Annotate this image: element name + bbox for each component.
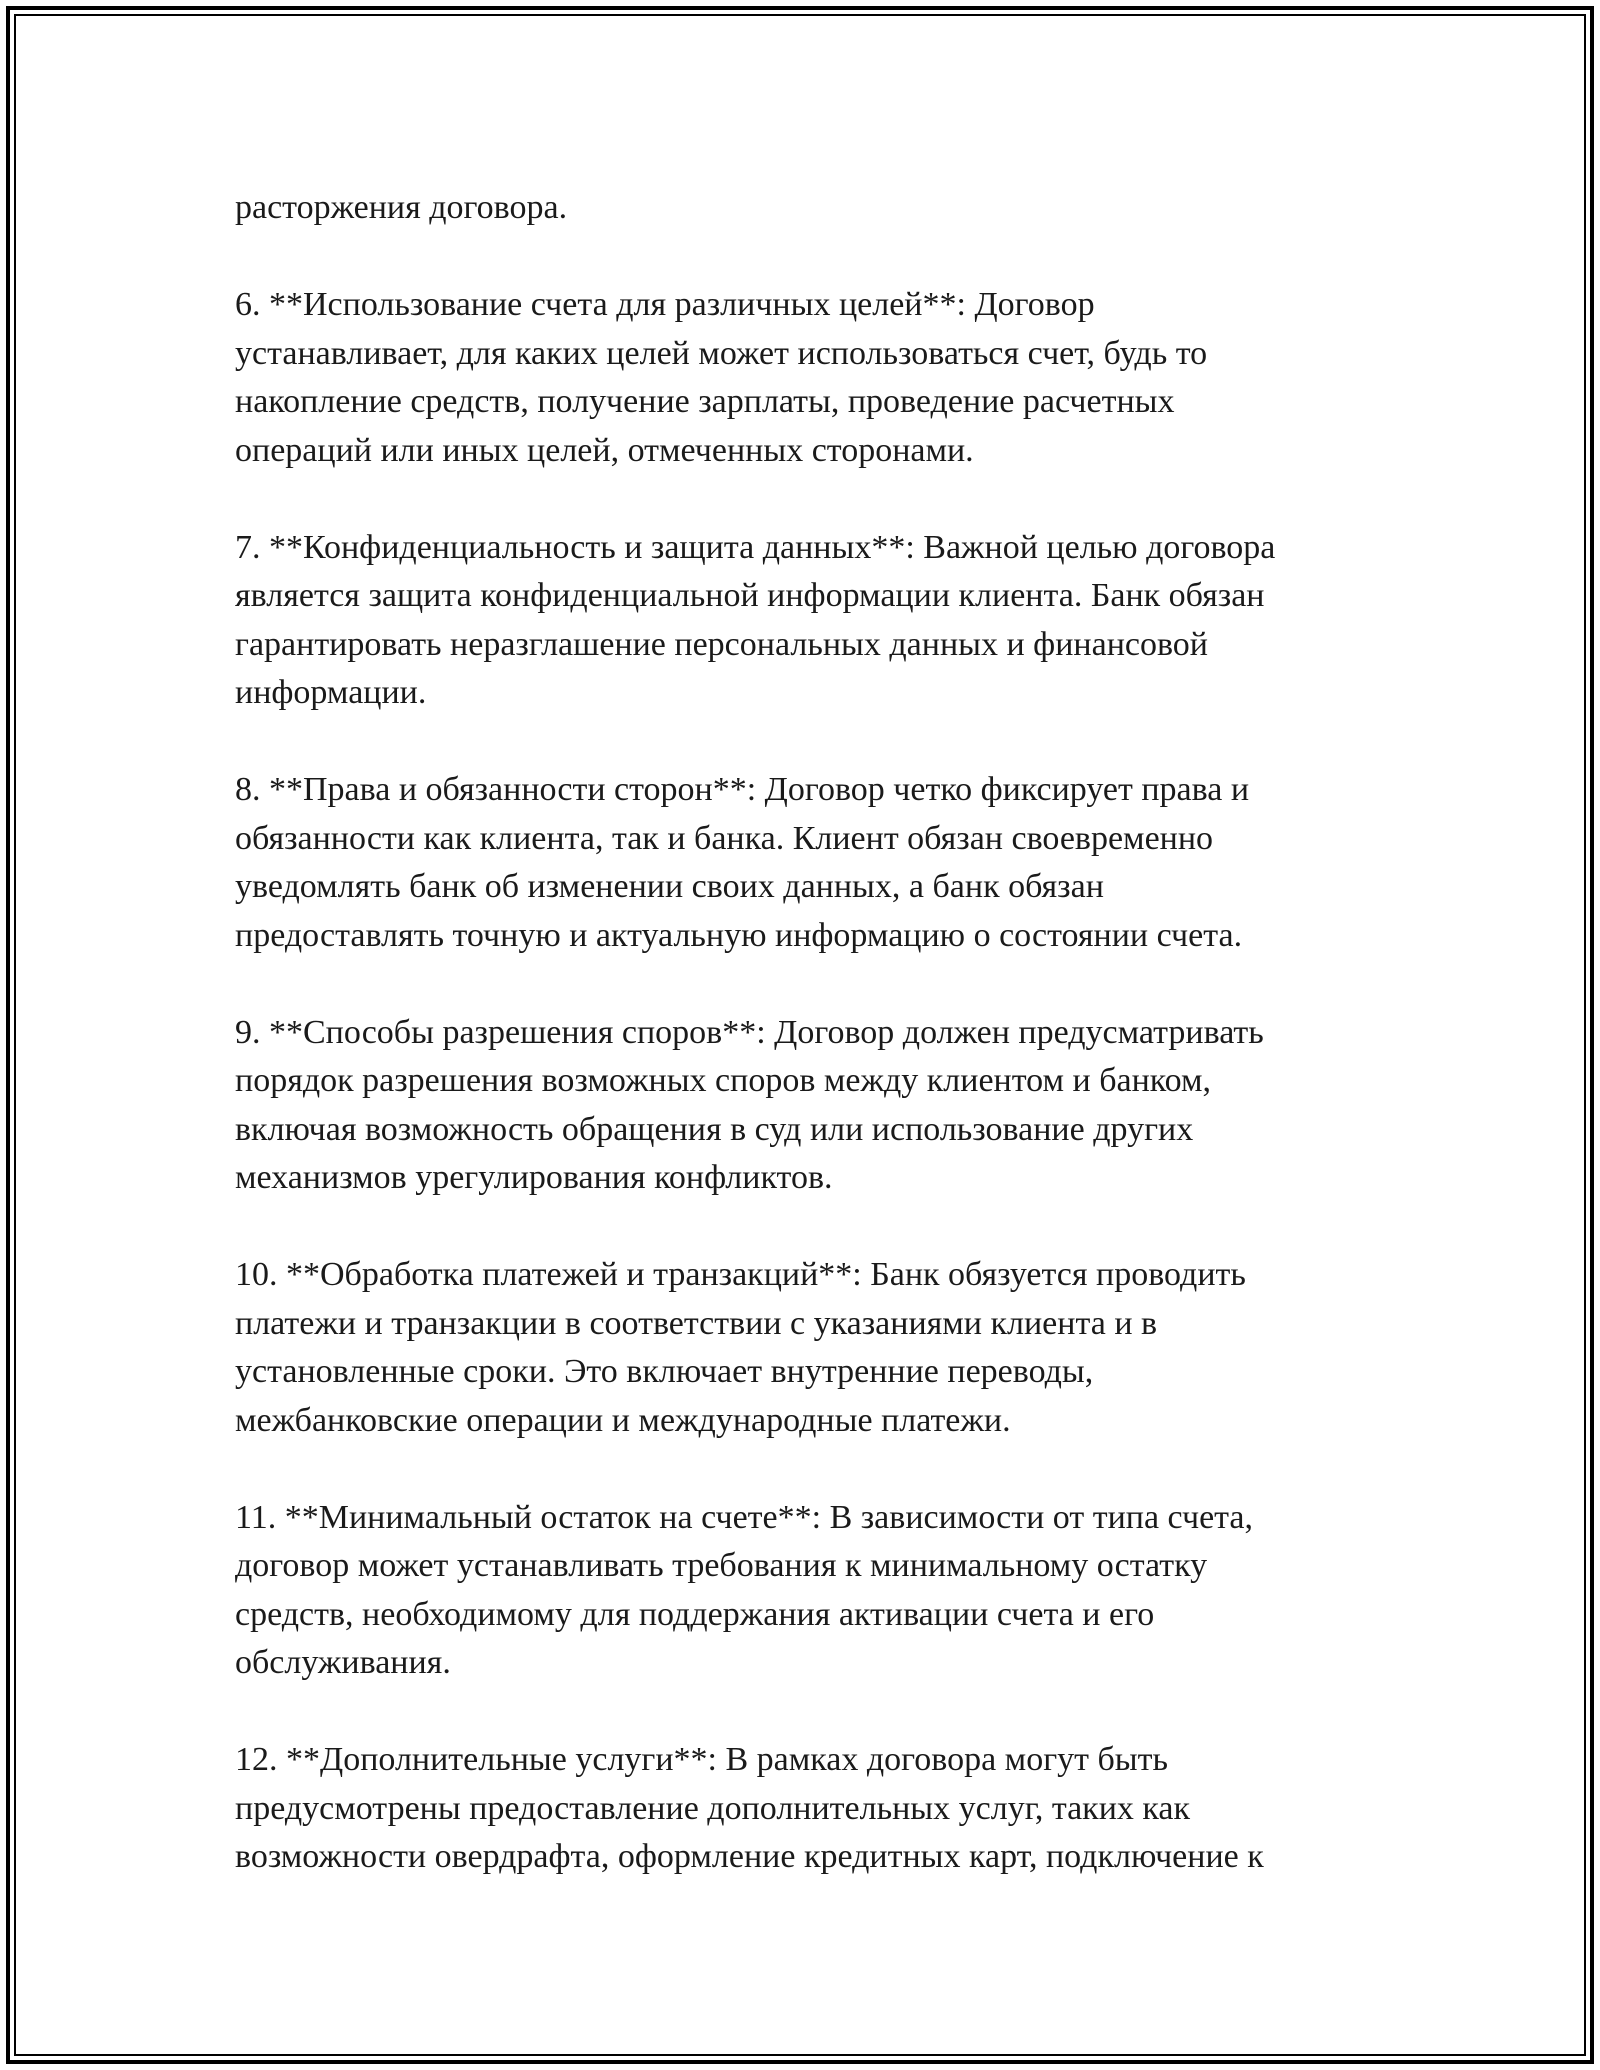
paragraph-item-8: 8. **Права и обязанности сторон**: Договор четко фиксирует права и обязанности как клиента, так и банка. Клиент обязан своевременно уведомлять банк об изменении своих данных, а банк обязан предоставлять точную и актуальную информацию о состоянии счета.	[235, 771, 1250, 954]
paragraph-item-11: 11. **Минимальный остаток на счете**: В зависимости от типа счета, договор может устанавливать требования к минимальному остатку средств, необходимому для поддержания активации счета и его обслуживания.	[235, 1498, 1254, 1681]
paragraph-item-9: 9. **Способы разрешения споров**: Договор должен предусматривать порядок разрешения возможных споров между клиентом и банком, включая возможность обращения в суд или использование других механизмов урегулирования конфликтов.	[235, 1013, 1264, 1196]
paragraph-item-10: 10. **Обработка платежей и транзакций**: Банк обязуется проводить платежи и транзакции в соответствии с указаниями клиента и в установленные сроки. Это включает внутренние переводы, межбанковские операции и международные платежи.	[235, 1256, 1246, 1439]
paragraph-continuation: расторжения договора.	[235, 189, 568, 226]
paragraph-item-6: 6. **Использование счета для различных целей**: Договор устанавливает, для каких целей может использоваться счет, будь то накопление средств, получение зарплаты, проведение расчетных операций или иных целей, отмеченных сторонами.	[235, 286, 1208, 469]
paragraph-item-12: 12. **Дополнительные услуги**: В рамках договора могут быть предусмотрены предоставление дополнительных услуг, таких как возможности овердрафта, оформление кредитных карт, подключение к	[235, 1741, 1264, 1875]
document-body	[235, 184, 1375, 1930]
paragraph-item-7: 7. **Конфиденциальность и защита данных**: Важной целью договора является защита конфиденциальной информации клиента. Банк обязан гарантировать неразглашение персональных данных и финансовой информации.	[235, 528, 1276, 711]
